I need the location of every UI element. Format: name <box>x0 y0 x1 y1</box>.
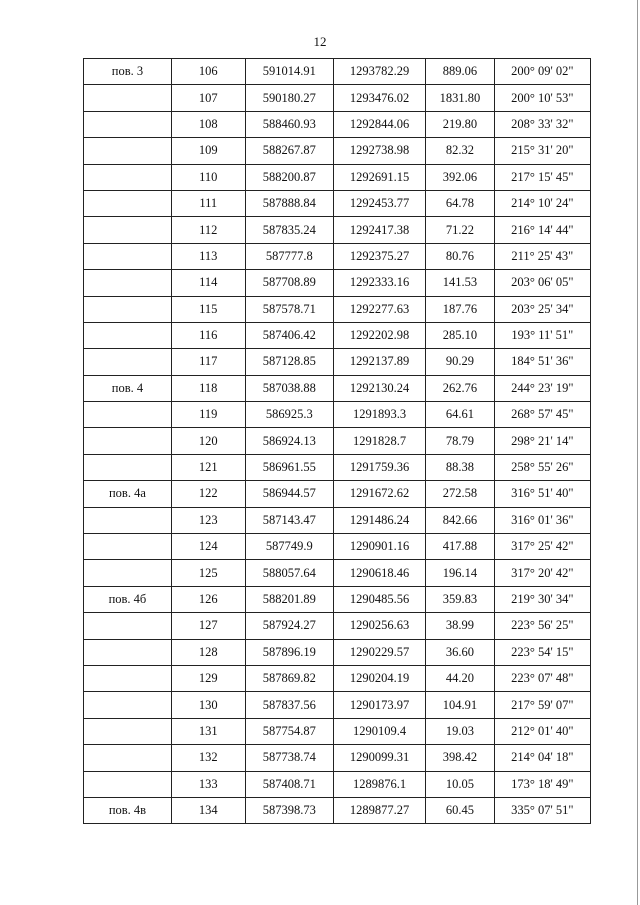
point-number-cell: 128 <box>171 639 245 665</box>
turn-label-cell <box>84 190 172 216</box>
turn-label-cell <box>84 296 172 322</box>
turn-label-cell <box>84 454 172 480</box>
y-coordinate-cell: 1290204.19 <box>333 665 425 691</box>
turn-label-cell <box>84 718 172 744</box>
y-coordinate-cell: 1292202.98 <box>333 322 425 348</box>
turn-label-cell <box>84 402 172 428</box>
bearing-cell: 244° 23' 19" <box>494 375 590 401</box>
bearing-cell: 203° 06' 05" <box>494 270 590 296</box>
x-coordinate-cell: 587749.9 <box>245 534 333 560</box>
table-row <box>84 402 591 428</box>
bearing-cell: 223° 07' 48" <box>494 665 590 691</box>
table-row <box>84 560 591 586</box>
page-edge <box>637 0 638 905</box>
x-coordinate-cell: 587408.71 <box>245 771 333 797</box>
x-coordinate-cell: 587896.19 <box>245 639 333 665</box>
turn-label-cell <box>84 111 172 137</box>
table-row <box>84 243 591 269</box>
table-row <box>84 639 591 665</box>
y-coordinate-cell: 1293476.02 <box>333 85 425 111</box>
distance-cell: 417.88 <box>426 534 494 560</box>
bearing-cell: 219° 30' 34" <box>494 586 590 612</box>
bearing-cell: 298° 21' 14" <box>494 428 590 454</box>
point-number-cell: 106 <box>171 59 245 85</box>
x-coordinate-cell: 587143.47 <box>245 507 333 533</box>
distance-cell: 262.76 <box>426 375 494 401</box>
x-coordinate-cell: 586924.13 <box>245 428 333 454</box>
turn-label-cell: пов. 4б <box>84 586 172 612</box>
x-coordinate-cell: 587578.71 <box>245 296 333 322</box>
y-coordinate-cell: 1292453.77 <box>333 190 425 216</box>
distance-cell: 60.45 <box>426 797 494 823</box>
bearing-cell: 214° 04' 18" <box>494 745 590 771</box>
y-coordinate-cell: 1292130.24 <box>333 375 425 401</box>
table-row <box>84 375 591 401</box>
turn-label-cell: пов. 3 <box>84 59 172 85</box>
turn-label-cell <box>84 745 172 771</box>
x-coordinate-cell: 586961.55 <box>245 454 333 480</box>
point-number-cell: 117 <box>171 349 245 375</box>
turn-label-cell <box>84 270 172 296</box>
bearing-cell: 193° 11' 51" <box>494 322 590 348</box>
table-row <box>84 745 591 771</box>
distance-cell: 272.58 <box>426 481 494 507</box>
x-coordinate-cell: 587888.84 <box>245 190 333 216</box>
x-coordinate-cell: 587406.42 <box>245 322 333 348</box>
turn-label-cell <box>84 507 172 533</box>
point-number-cell: 107 <box>171 85 245 111</box>
point-number-cell: 132 <box>171 745 245 771</box>
y-coordinate-cell: 1292691.15 <box>333 164 425 190</box>
x-coordinate-cell: 586925.3 <box>245 402 333 428</box>
bearing-cell: 335° 07' 51" <box>494 797 590 823</box>
turn-label-cell <box>84 164 172 190</box>
y-coordinate-cell: 1290099.31 <box>333 745 425 771</box>
point-number-cell: 134 <box>171 797 245 823</box>
bearing-cell: 316° 01' 36" <box>494 507 590 533</box>
bearing-cell: 173° 18' 49" <box>494 771 590 797</box>
turn-label-cell: пов. 4а <box>84 481 172 507</box>
bearing-cell: 217° 59' 07" <box>494 692 590 718</box>
distance-cell: 196.14 <box>426 560 494 586</box>
point-number-cell: 131 <box>171 718 245 744</box>
point-number-cell: 116 <box>171 322 245 348</box>
y-coordinate-cell: 1291672.62 <box>333 481 425 507</box>
distance-cell: 78.79 <box>426 428 494 454</box>
turn-label-cell <box>84 613 172 639</box>
x-coordinate-cell: 588201.89 <box>245 586 333 612</box>
x-coordinate-cell: 586944.57 <box>245 481 333 507</box>
x-coordinate-cell: 591014.91 <box>245 59 333 85</box>
table-row <box>84 507 591 533</box>
coordinates-table <box>83 58 591 824</box>
y-coordinate-cell: 1290485.56 <box>333 586 425 612</box>
distance-cell: 104.91 <box>426 692 494 718</box>
point-number-cell: 125 <box>171 560 245 586</box>
y-coordinate-cell: 1289877.27 <box>333 797 425 823</box>
y-coordinate-cell: 1293782.29 <box>333 59 425 85</box>
table-row <box>84 692 591 718</box>
turn-label-cell <box>84 322 172 348</box>
bearing-cell: 216° 14' 44" <box>494 217 590 243</box>
y-coordinate-cell: 1290109.4 <box>333 718 425 744</box>
turn-label-cell <box>84 243 172 269</box>
point-number-cell: 133 <box>171 771 245 797</box>
point-number-cell: 123 <box>171 507 245 533</box>
distance-cell: 1831.80 <box>426 85 494 111</box>
table-row <box>84 797 591 823</box>
table-row <box>84 349 591 375</box>
distance-cell: 82.32 <box>426 138 494 164</box>
point-number-cell: 108 <box>171 111 245 137</box>
x-coordinate-cell: 587837.56 <box>245 692 333 718</box>
turn-label-cell: пов. 4в <box>84 797 172 823</box>
y-coordinate-cell: 1292333.16 <box>333 270 425 296</box>
distance-cell: 285.10 <box>426 322 494 348</box>
table-row <box>84 111 591 137</box>
y-coordinate-cell: 1291893.3 <box>333 402 425 428</box>
y-coordinate-cell: 1292137.89 <box>333 349 425 375</box>
point-number-cell: 119 <box>171 402 245 428</box>
bearing-cell: 316° 51' 40" <box>494 481 590 507</box>
x-coordinate-cell: 587038.88 <box>245 375 333 401</box>
page-number: 12 <box>313 34 327 49</box>
turn-label-cell <box>84 534 172 560</box>
table-row <box>84 613 591 639</box>
x-coordinate-cell: 590180.27 <box>245 85 333 111</box>
distance-cell: 842.66 <box>426 507 494 533</box>
y-coordinate-cell: 1292738.98 <box>333 138 425 164</box>
y-coordinate-cell: 1291486.24 <box>333 507 425 533</box>
distance-cell: 889.06 <box>426 59 494 85</box>
table-row <box>84 665 591 691</box>
bearing-cell: 203° 25' 34" <box>494 296 590 322</box>
y-coordinate-cell: 1292375.27 <box>333 243 425 269</box>
distance-cell: 219.80 <box>426 111 494 137</box>
point-number-cell: 120 <box>171 428 245 454</box>
x-coordinate-cell: 588267.87 <box>245 138 333 164</box>
bearing-cell: 184° 51' 36" <box>494 349 590 375</box>
distance-cell: 141.53 <box>426 270 494 296</box>
table-row <box>84 428 591 454</box>
table-row <box>84 718 591 744</box>
bearing-cell: 268° 57' 45" <box>494 402 590 428</box>
distance-cell: 392.06 <box>426 164 494 190</box>
turn-label-cell <box>84 138 172 164</box>
x-coordinate-cell: 587738.74 <box>245 745 333 771</box>
turn-label-cell <box>84 560 172 586</box>
distance-cell: 187.76 <box>426 296 494 322</box>
y-coordinate-cell: 1290256.63 <box>333 613 425 639</box>
turn-label-cell <box>84 85 172 111</box>
turn-label-cell: пов. 4 <box>84 375 172 401</box>
turn-label-cell <box>84 217 172 243</box>
bearing-cell: 200° 10' 53" <box>494 85 590 111</box>
y-coordinate-cell: 1290173.97 <box>333 692 425 718</box>
table-row <box>84 454 591 480</box>
distance-cell: 19.03 <box>426 718 494 744</box>
point-number-cell: 113 <box>171 243 245 269</box>
table-row <box>84 164 591 190</box>
x-coordinate-cell: 587708.89 <box>245 270 333 296</box>
x-coordinate-cell: 587924.27 <box>245 613 333 639</box>
point-number-cell: 126 <box>171 586 245 612</box>
y-coordinate-cell: 1289876.1 <box>333 771 425 797</box>
table-row <box>84 190 591 216</box>
table-row <box>84 481 591 507</box>
turn-label-cell <box>84 428 172 454</box>
distance-cell: 398.42 <box>426 745 494 771</box>
bearing-cell: 317° 25' 42" <box>494 534 590 560</box>
point-number-cell: 114 <box>171 270 245 296</box>
table-body <box>84 59 591 824</box>
y-coordinate-cell: 1292844.06 <box>333 111 425 137</box>
bearing-cell: 200° 09' 02" <box>494 59 590 85</box>
distance-cell: 90.29 <box>426 349 494 375</box>
bearing-cell: 223° 56' 25" <box>494 613 590 639</box>
bearing-cell: 212° 01' 40" <box>494 718 590 744</box>
point-number-cell: 109 <box>171 138 245 164</box>
x-coordinate-cell: 587869.82 <box>245 665 333 691</box>
point-number-cell: 127 <box>171 613 245 639</box>
point-number-cell: 129 <box>171 665 245 691</box>
turn-label-cell <box>84 665 172 691</box>
point-number-cell: 111 <box>171 190 245 216</box>
x-coordinate-cell: 587128.85 <box>245 349 333 375</box>
bearing-cell: 215° 31' 20" <box>494 138 590 164</box>
table-row <box>84 586 591 612</box>
bearing-cell: 208° 33' 32" <box>494 111 590 137</box>
distance-cell: 64.78 <box>426 190 494 216</box>
distance-cell: 359.83 <box>426 586 494 612</box>
table-row <box>84 217 591 243</box>
y-coordinate-cell: 1292277.63 <box>333 296 425 322</box>
table-row <box>84 322 591 348</box>
distance-cell: 44.20 <box>426 665 494 691</box>
table-row <box>84 270 591 296</box>
distance-cell: 10.05 <box>426 771 494 797</box>
y-coordinate-cell: 1291828.7 <box>333 428 425 454</box>
x-coordinate-cell: 587398.73 <box>245 797 333 823</box>
bearing-cell: 217° 15' 45" <box>494 164 590 190</box>
distance-cell: 71.22 <box>426 217 494 243</box>
table-row <box>84 771 591 797</box>
distance-cell: 38.99 <box>426 613 494 639</box>
turn-label-cell <box>84 639 172 665</box>
point-number-cell: 122 <box>171 481 245 507</box>
turn-label-cell <box>84 692 172 718</box>
x-coordinate-cell: 587777.8 <box>245 243 333 269</box>
bearing-cell: 214° 10' 24" <box>494 190 590 216</box>
y-coordinate-cell: 1291759.36 <box>333 454 425 480</box>
table-row <box>84 296 591 322</box>
bearing-cell: 211° 25' 43" <box>494 243 590 269</box>
y-coordinate-cell: 1290618.46 <box>333 560 425 586</box>
x-coordinate-cell: 587835.24 <box>245 217 333 243</box>
table-row <box>84 534 591 560</box>
point-number-cell: 115 <box>171 296 245 322</box>
point-number-cell: 118 <box>171 375 245 401</box>
x-coordinate-cell: 587754.87 <box>245 718 333 744</box>
point-number-cell: 124 <box>171 534 245 560</box>
x-coordinate-cell: 588460.93 <box>245 111 333 137</box>
table-row <box>84 85 591 111</box>
point-number-cell: 112 <box>171 217 245 243</box>
bearing-cell: 258° 55' 26" <box>494 454 590 480</box>
point-number-cell: 110 <box>171 164 245 190</box>
y-coordinate-cell: 1290901.16 <box>333 534 425 560</box>
y-coordinate-cell: 1290229.57 <box>333 639 425 665</box>
point-number-cell: 121 <box>171 454 245 480</box>
distance-cell: 80.76 <box>426 243 494 269</box>
table-row <box>84 59 591 85</box>
x-coordinate-cell: 588057.64 <box>245 560 333 586</box>
turn-label-cell <box>84 771 172 797</box>
point-number-cell: 130 <box>171 692 245 718</box>
bearing-cell: 317° 20' 42" <box>494 560 590 586</box>
distance-cell: 88.38 <box>426 454 494 480</box>
distance-cell: 64.61 <box>426 402 494 428</box>
x-coordinate-cell: 588200.87 <box>245 164 333 190</box>
y-coordinate-cell: 1292417.38 <box>333 217 425 243</box>
table-row <box>84 138 591 164</box>
turn-label-cell <box>84 349 172 375</box>
distance-cell: 36.60 <box>426 639 494 665</box>
bearing-cell: 223° 54' 15" <box>494 639 590 665</box>
